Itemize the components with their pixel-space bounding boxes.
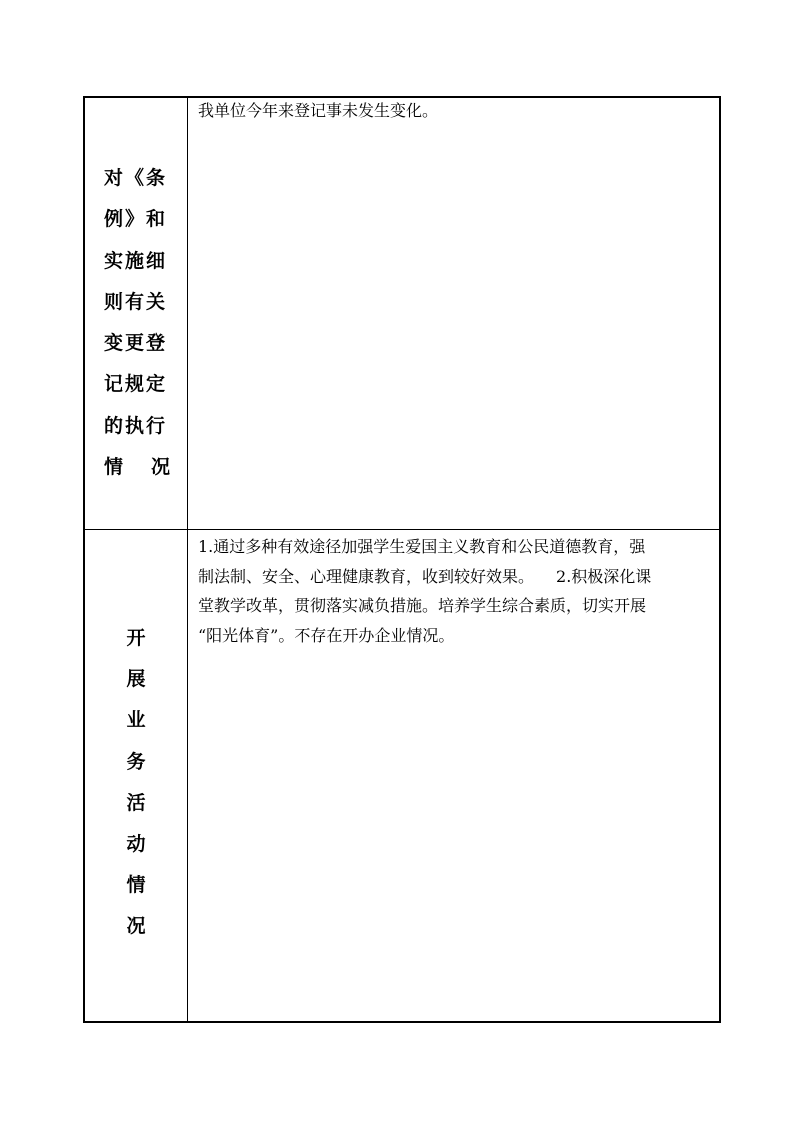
label-line: 对《条 <box>104 167 168 189</box>
paragraph-text: 制法制、安全、心理健康教育，收到较好效果。 <box>198 566 535 586</box>
report-form-table <box>83 96 721 1023</box>
row-label-business-activities <box>85 618 187 948</box>
paragraph-text: 2.积极深化课 <box>556 566 652 586</box>
business-activities-text <box>198 532 715 650</box>
label-char: 展 <box>126 668 146 691</box>
label-char: 活 <box>126 791 146 814</box>
label-char: 情 <box>104 456 124 479</box>
label-char: 业 <box>126 709 146 732</box>
label-line: 记规定 <box>104 373 168 396</box>
table-row-registration-compliance <box>85 98 719 530</box>
label-line: 例》和 <box>104 208 168 231</box>
paragraph-line: 堂教学改革，贯彻落实减负措施。培养学生综合素质，切实开展 <box>198 596 647 615</box>
label-line: 则有关 <box>104 290 168 313</box>
registration-compliance-text: 我单位今年来登记事未发生变化。 <box>198 101 439 120</box>
label-char: 情 <box>126 874 146 897</box>
label-char: 务 <box>126 750 146 773</box>
row-label-registration-compliance <box>104 158 174 488</box>
label-line: 实施细 <box>104 249 168 272</box>
label-char: 况 <box>126 915 146 938</box>
label-line: 的执行 <box>104 414 168 437</box>
paragraph-line: “阳光体育”。不存在开办企业情况。 <box>198 625 455 645</box>
content-cell-business-activities <box>188 530 719 1021</box>
label-char: 开 <box>126 627 146 649</box>
label-line-last <box>104 447 170 488</box>
paragraph-line <box>198 562 715 592</box>
label-cell-business-activities <box>85 530 188 1021</box>
content-cell-registration-compliance <box>188 98 719 529</box>
paragraph-line: 1.通过多种有效途径加强学生爱国主义教育和公民道德教育，强 <box>198 537 646 556</box>
label-line: 变更登 <box>104 332 168 355</box>
table-row-business-activities <box>85 530 719 1021</box>
label-char: 动 <box>126 833 146 856</box>
label-cell-registration-compliance <box>85 98 188 529</box>
label-char: 况 <box>150 456 170 479</box>
